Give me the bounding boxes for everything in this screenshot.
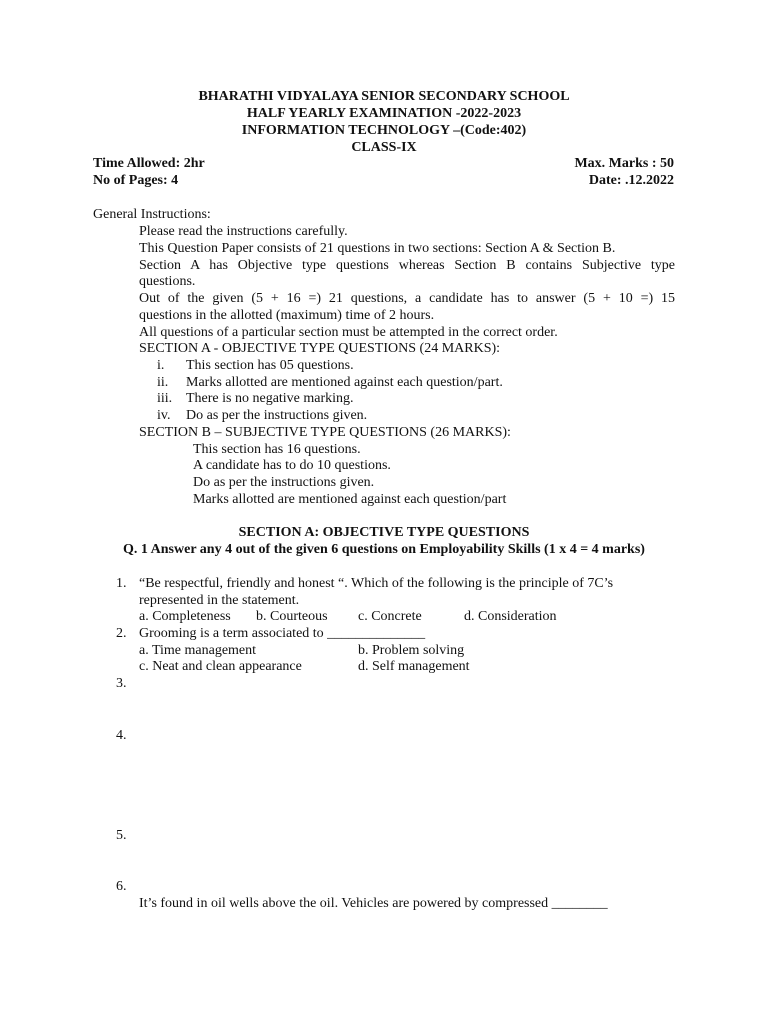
list-item: A candidate has to do 10 questions. (193, 458, 391, 473)
question-text: It’s found in oil wells above the oil. Vehicles are powered by compressed ________ (139, 896, 608, 911)
question-number: 1. (116, 576, 127, 591)
instruction-line: All questions of a particular section must be attempted in the correct order. (139, 325, 558, 340)
instruction-line: Out of the given (5 + 16 =) 21 questions, a candidate has to answer (5 + 10 =) 15 (139, 291, 675, 306)
list-item: This section has 05 questions. (186, 358, 354, 373)
question-text: Grooming is a term associated to ______________ (139, 626, 426, 641)
list-item-number: iii. (157, 391, 173, 406)
max-marks: Max. Marks : 50 (574, 156, 674, 171)
exam-date: Date: .12.2022 (588, 173, 674, 188)
question-text: “Be respectful, friendly and honest “. Which of the following is the principle of 7C’s (139, 576, 614, 591)
option: b. Problem solving (358, 643, 465, 658)
instruction-line: This Question Paper consists of 21 questions in two sections: Section A & Section B. (139, 241, 616, 256)
option: a. Time management (139, 643, 257, 658)
question-number: 4. (116, 728, 127, 743)
section-a-heading: SECTION A - OBJECTIVE TYPE QUESTIONS (24 MARKS): (139, 341, 501, 356)
instruction-line: questions in the allotted (maximum) time of 2 hours. (139, 308, 435, 323)
list-item-number: ii. (157, 375, 169, 390)
list-item: Do as per the instructions given. (186, 408, 368, 423)
option: d. Self management (358, 659, 470, 674)
question-number: 2. (116, 626, 127, 641)
option: d. Consideration (464, 609, 557, 624)
time-allowed: Time Allowed: 2hr (93, 156, 205, 171)
question-number: 6. (116, 879, 127, 894)
instruction-line: Section A has Objective type questions whereas Section B contains Subjective type (139, 258, 675, 273)
list-item: There is no negative marking. (186, 391, 354, 406)
no-of-pages: No of Pages: 4 (93, 173, 179, 188)
exam-title: HALF YEARLY EXAMINATION -2022-2023 (246, 106, 522, 121)
section-b-heading: SECTION B – SUBJECTIVE TYPE QUESTIONS (26 MARKS): (139, 425, 511, 440)
instruction-line: Please read the instructions carefully. (139, 224, 348, 239)
instructions-title: General Instructions: (93, 207, 211, 222)
list-item: Marks allotted are mentioned against each question/part (193, 492, 507, 507)
option: c. Neat and clean appearance (139, 659, 302, 674)
option: a. Completeness (139, 609, 231, 624)
instruction-line: questions. (139, 274, 196, 289)
list-item: This section has 16 questions. (193, 442, 361, 457)
section-a-title: SECTION A: OBJECTIVE TYPE QUESTIONS (238, 525, 530, 540)
question-number: 3. (116, 676, 127, 691)
question-number: 5. (116, 828, 127, 843)
list-item-number: iv. (157, 408, 171, 423)
option: c. Concrete (358, 609, 422, 624)
option: b. Courteous (256, 609, 328, 624)
subject-title: INFORMATION TECHNOLOGY –(Code:402) (241, 123, 527, 138)
class-title: CLASS-IX (351, 140, 417, 155)
q1-heading: Q. 1 Answer any 4 out of the given 6 questions on Employability Skills (1 x 4 = 4 marks) (123, 542, 645, 557)
list-item: Do as per the instructions given. (193, 475, 375, 490)
list-item: Marks allotted are mentioned against each question/part. (186, 375, 503, 390)
school-name: BHARATHI VIDYALAYA SENIOR SECONDARY SCHOOL (198, 89, 570, 104)
question-text: represented in the statement. (139, 593, 300, 608)
list-item-number: i. (157, 358, 165, 373)
